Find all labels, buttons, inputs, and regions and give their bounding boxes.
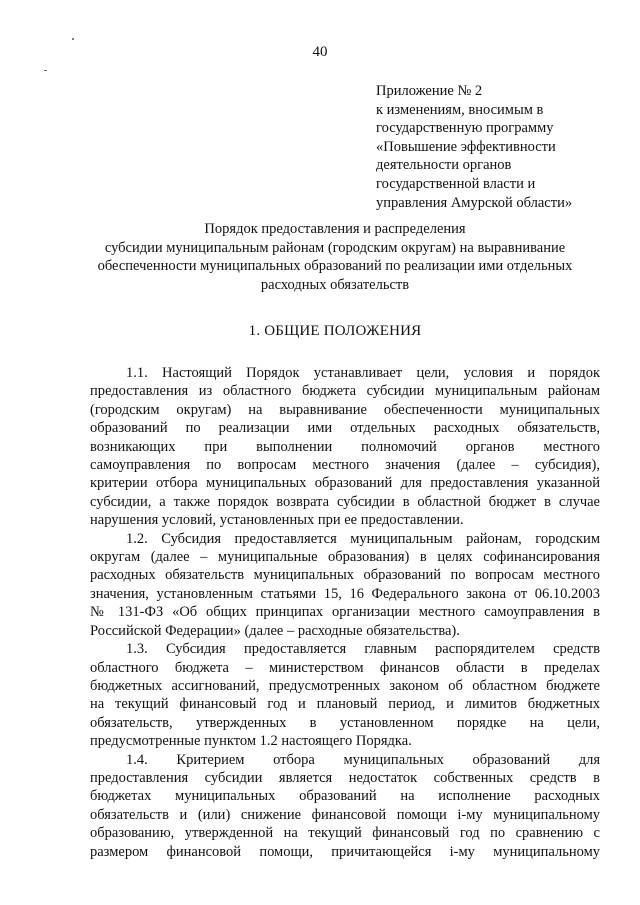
title-line: обеспеченности муниципальных образований по реализации ими отдельных <box>97 258 573 275</box>
text-line: образований по реализации ими отдельных расходных обязательств, <box>90 420 600 437</box>
scan-speck <box>44 70 47 71</box>
text-line: обязательств и (или) снижение финансовой помощи i-му муниципальному <box>90 806 600 823</box>
text-line: образованию, утвержденной на текущий финансовый год по сравнению с <box>90 825 600 842</box>
text-line: 1.2. Субсидия предоставляется муниципальным районам, городским <box>126 530 600 547</box>
text-line: № 131-ФЗ «Об общих принципах организации местного самоуправления в <box>90 604 600 621</box>
text-line: 1.1. Настоящий Порядок устанавливает цели, условия и порядок <box>126 365 600 381</box>
text-line: Российской Федерации» (далее – расходные обязательства). <box>90 622 460 639</box>
text-line: предоставления из областного бюджета субсидии муниципальным районам <box>90 383 600 400</box>
appendix-block <box>376 82 616 212</box>
text-line: субсидии, а также порядок возврата субсидии в областной бюджет в случае <box>90 493 600 510</box>
text-line: критерии отбора муниципальных образований для предоставления указанной <box>90 475 600 492</box>
text-line: (городским округам) на выравнивание обеспеченности муниципальных <box>90 401 600 418</box>
text-line: на текущий финансовый год и плановый период, и лимитов бюджетных <box>90 696 600 713</box>
text-line: предусмотренные пунктом 1.2 настоящего Порядка. <box>90 733 412 750</box>
page-number: 40 <box>312 44 328 60</box>
paragraph-1-2 <box>90 530 600 640</box>
text-line: возникающих при выполнении полномочий органов местного <box>90 438 600 455</box>
appendix-line: деятельности органов <box>376 157 512 174</box>
text-line: расходных обязательств муниципальных образований по вопросам местного <box>90 567 600 584</box>
paragraph-1-3 <box>90 640 600 750</box>
text-line: областного бюджета – министерством финансов области в пределах <box>90 659 600 676</box>
text-line: самоуправления по вопросам местного значения (далее – субсидия), <box>90 457 600 474</box>
text-line: 1.4. Критерием отбора муниципальных образований для <box>126 751 600 768</box>
appendix-line: управления Амурской области» <box>376 194 573 211</box>
text-line: нарушения условий, установленных при ее предоставлении. <box>90 512 464 529</box>
title-line: Порядок предоставления и распределения <box>204 221 466 237</box>
text-line: обязательств, утвержденных в установленном порядке на цели, <box>90 714 600 731</box>
text-line: значения, установленным статьями 15, 16 Федерального закона от 06.10.2003 <box>90 585 600 602</box>
document-title <box>70 220 600 294</box>
text-line: размером финансовой помощи, причитающейся i-му муниципальному <box>90 843 600 860</box>
text-line: бюджетных ассигнований, предусмотренных законом об областном бюджете <box>90 677 600 694</box>
text-line: бюджетах муниципальных образований на исполнение расходных <box>90 788 600 805</box>
appendix-line: государственную программу <box>376 120 554 137</box>
paragraph-1-4 <box>90 751 600 861</box>
appendix-line: Приложение № 2 <box>376 83 483 99</box>
paragraph-1-1 <box>90 364 600 530</box>
appendix-line: к изменениям, вносимым в <box>376 101 544 118</box>
text-line: округам (далее – муниципальные образования) в целях софинансирования <box>90 549 600 566</box>
text-line: предоставления субсидии является недостаток собственных средств в <box>90 769 600 786</box>
appendix-line: государственной власти и <box>376 175 536 192</box>
body-text <box>90 364 600 861</box>
title-line: расходных обязательств <box>260 276 410 293</box>
title-line: субсидии муниципальным районам (городским округам) на выравнивание <box>104 239 566 256</box>
appendix-line: «Повышение эффективности <box>376 138 556 155</box>
section-heading: 1. ОБЩИЕ ПОЛОЖЕНИЯ <box>248 323 422 339</box>
scan-speck <box>72 38 74 40</box>
text-line: 1.3. Субсидия предоставляется главным распорядителем средств <box>126 641 600 658</box>
